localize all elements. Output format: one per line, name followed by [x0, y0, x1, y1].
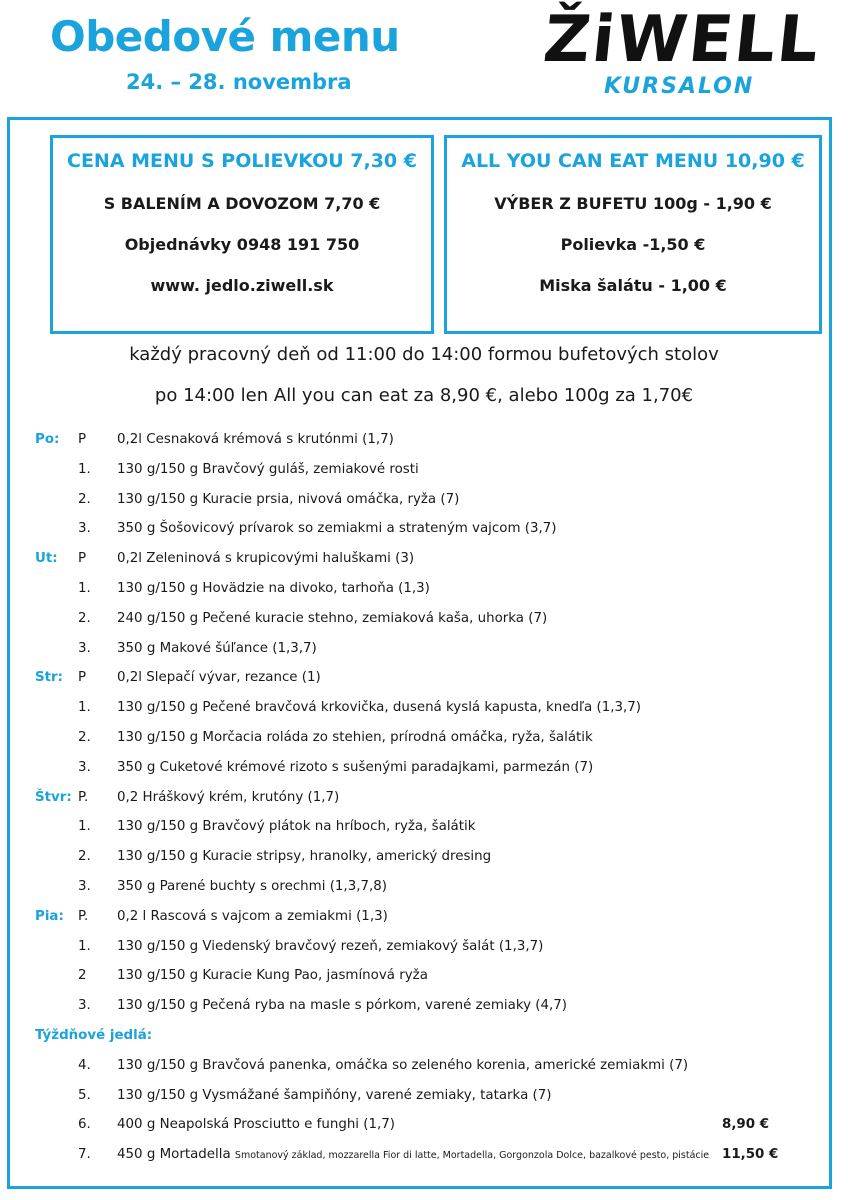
item-description: 130 g/150 g Kuracie Kung Pao, jasmínová ryža: [117, 968, 428, 984]
item-text: 130 g/150 g Bravčová panenka, omáčka so zeleného korenia, americké zemiakmi (7): [117, 1057, 689, 1073]
item-description: [117, 1140, 709, 1171]
item-number: 4.: [78, 1057, 91, 1073]
soup-price: Polievka -1,50 €: [560, 235, 706, 254]
item-number: 2: [78, 968, 87, 984]
item-number: P.: [78, 789, 89, 805]
day-label: Str:: [35, 670, 64, 686]
menu-list: [0, 425, 848, 1170]
menu-price-box: [50, 135, 434, 334]
item-description: 130 g/150 g Viedenský bravčový rezeň, zemiakový šalát (1,3,7): [117, 938, 544, 954]
item-text: 130 g/150 g Vysmážané šampiňóny, varené zemiaky, tatarka (7): [117, 1087, 552, 1103]
item-description: 350 g Šošovicový prívarok so zemiakmi a strateným vajcom (3,7): [117, 521, 557, 537]
item-number: 2.: [78, 610, 91, 626]
menu-row: [0, 812, 848, 842]
day-label: Ut:: [35, 551, 58, 567]
day-label: Štvr:: [35, 789, 72, 805]
item-number: 5.: [78, 1087, 91, 1103]
item-description: 130 g/150 g Kuracie stripsy, hranolky, americký dresing: [117, 849, 492, 865]
menu-row: [0, 604, 848, 634]
date-range: 24. – 28. novembra: [126, 70, 352, 94]
item-number: 6.: [78, 1117, 91, 1133]
order-website: www. jedlo.ziwell.sk: [150, 276, 334, 295]
item-number: 1.: [78, 938, 91, 954]
menu-row: [0, 902, 848, 932]
item-description: 350 g Cuketové krémové rizoto s sušenými paradajkami, parmezán (7): [117, 759, 594, 775]
item-description: 130 g/150 g Morčacia roláda zo stehien, prírodná omáčka, ryža, šalátik: [117, 729, 593, 745]
item-description: 0,2l Slepačí vývar, rezance (1): [117, 670, 321, 686]
item-number: 2.: [78, 729, 91, 745]
all-you-can-eat-heading: ALL YOU CAN EAT MENU 10,90 €: [461, 150, 805, 172]
item-description: 0,2l Cesnaková krémová s krutónmi (1,7): [117, 432, 394, 447]
page-title: Obedové menu: [50, 12, 400, 61]
item-text: 400 g Neapolská Prosciutto e funghi (1,7): [117, 1117, 396, 1133]
item-description: [117, 1110, 395, 1141]
menu-row: [0, 455, 848, 485]
logo-main-text: ŽiWELL: [540, 3, 825, 77]
menu-row: [0, 783, 848, 813]
item-text: 450 g Mortadella: [117, 1147, 235, 1163]
afternoon-offer: po 14:00 len All you can eat za 8,90 €, alebo 100g za 1,70€: [154, 385, 694, 406]
menu-row: [0, 693, 848, 723]
item-description: 130 g/150 g Bravčový plátok na hríboch, ryža, šalátik: [117, 819, 476, 835]
weekly-row: [0, 1140, 848, 1170]
ziwell-logo: [538, 2, 825, 110]
all-you-can-eat-box: [444, 135, 822, 334]
item-number: 2.: [78, 849, 91, 865]
item-number: 7.: [78, 1147, 91, 1163]
item-note: Smotanový základ, mozzarella Fior di latte, Mortadella, Gorgonzola Dolce, bazalkové pesto, pistácie: [234, 1150, 710, 1162]
menu-row: [0, 872, 848, 902]
menu-row: [0, 634, 848, 664]
item-description: 130 g/150 g Pečená ryba na masle s pórkom, varené zemiaky (4,7): [117, 998, 568, 1014]
item-number: 3.: [78, 759, 91, 775]
order-phone: Objednávky 0948 191 750: [124, 235, 360, 254]
weekly-row: [0, 1051, 848, 1081]
day-label: Pia:: [35, 908, 64, 924]
menu-row: [0, 425, 848, 455]
menu-price-heading: CENA MENU S POLIEVKOU 7,30 €: [67, 150, 417, 172]
item-description: 0,2l Zeleninová s krupicovými haluškami (3): [117, 551, 415, 567]
item-description: 130 g/150 g Kuracie prsia, nivová omáčka, ryža (7): [117, 491, 460, 507]
item-number: 1.: [78, 580, 91, 596]
item-number: 3.: [78, 521, 91, 537]
opening-hours: každý pracovný deň od 11:00 do 14:00 formou bufetových stolov: [129, 344, 719, 365]
menu-row: [0, 514, 848, 544]
item-number: 1.: [78, 819, 91, 835]
item-description: 240 g/150 g Pečené kuracie stehno, zemiaková kaša, uhorka (7): [117, 610, 548, 626]
menu-row: [0, 723, 848, 753]
menu-row: [0, 991, 848, 1021]
logo-sub-text: KURSALON: [604, 74, 755, 99]
item-number: P: [78, 432, 87, 447]
menu-row: [0, 961, 848, 991]
item-description: 350 g Parené buchty s orechmi (1,3,7,8): [117, 878, 387, 894]
menu-row: [0, 842, 848, 872]
weekly-row: [0, 1110, 848, 1140]
item-number: 3.: [78, 878, 91, 894]
buffet-price: VÝBER Z BUFETU 100g - 1,90 €: [494, 194, 772, 213]
delivery-price: S BALENÍM A DOVOZOM 7,70 €: [103, 194, 381, 213]
item-description: 0,2 Hráškový krém, krutóny (1,7): [117, 789, 340, 805]
weekly-heading: Týždňové jedlá:: [35, 1027, 153, 1043]
item-description: [117, 1081, 552, 1112]
item-number: P: [78, 670, 87, 686]
item-description: [117, 1051, 688, 1082]
item-description: 130 g/150 g Pečené bravčová krkovička, dusená kyslá kapusta, knedľa (1,3,7): [117, 700, 642, 716]
salad-price: Miska šalátu - 1,00 €: [539, 276, 727, 295]
item-number: 3.: [78, 640, 91, 656]
item-number: 2.: [78, 491, 91, 507]
item-description: 0,2 l Rascová s vajcom a zemiakmi (1,3): [117, 908, 388, 924]
menu-row: [0, 932, 848, 962]
item-number: 3.: [78, 998, 91, 1014]
day-label: Po:: [35, 432, 60, 447]
item-description: 350 g Makové šúľance (1,3,7): [117, 640, 317, 656]
item-number: 1.: [78, 461, 91, 477]
item-number: 1.: [78, 700, 91, 716]
item-price: 8,90 €: [722, 1117, 770, 1133]
item-description: 130 g/150 g Hovädzie na divoko, tarhoňa (1,3): [117, 580, 430, 596]
menu-row: [0, 663, 848, 693]
item-description: 130 g/150 g Bravčový guláš, zemiakové rosti: [117, 461, 419, 477]
menu-row: [0, 574, 848, 604]
menu-row: [0, 544, 848, 574]
item-price: 11,50 €: [722, 1147, 779, 1163]
menu-row: [0, 753, 848, 783]
weekly-row: [0, 1081, 848, 1111]
item-number: P: [78, 551, 87, 567]
item-number: P.: [78, 908, 89, 924]
menu-row: [0, 485, 848, 515]
